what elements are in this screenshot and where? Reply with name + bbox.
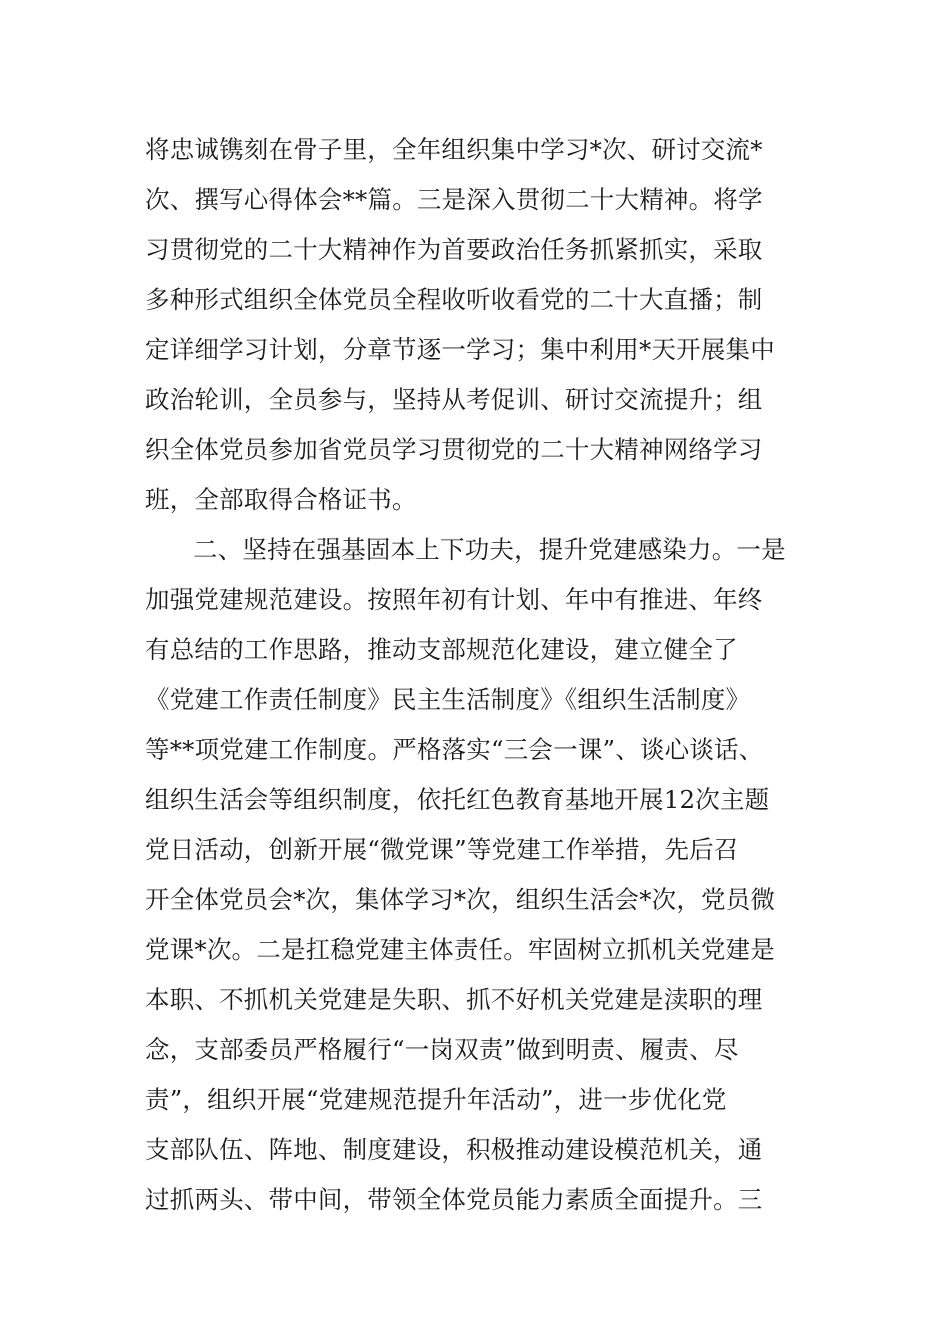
text-line: 定详细学习计划，分章节逐一学习；集中利用*天开展集中 [145, 335, 775, 364]
text-line: 多种形式组织全体党员全程收听收看党的二十大直播；制 [145, 285, 763, 314]
text-line: 本职、不抓机关党建是失职、抓不好机关党建是渎职的理 [145, 985, 763, 1014]
text-line: 有总结的工作思路，推动支部规范化建设，建立健全了 [145, 635, 738, 664]
text-line: 织全体党员参加省党员学习贯彻党的二十大精神网络学习 [145, 435, 763, 464]
text-line: 将忠诚镌刻在骨子里，全年组织集中学习*次、研讨交流* [145, 135, 763, 164]
text-line: 开全体党员会*次，集体学习*次，组织生活会*次，党员微 [145, 885, 776, 914]
text-line: 班，全部取得合格证书。 [145, 485, 417, 514]
text-line: 加强党建规范建设。按照年初有计划、年中有推进、年终 [145, 585, 763, 614]
text-line: 次、撰写心得体会**篇。三是深入贯彻二十大精神。将学 [145, 185, 763, 214]
text-line: 习贯彻党的二十大精神作为首要政治任务抓紧抓实，采取 [145, 235, 763, 264]
text-line: 过抓两头、带中间，带领全体党员能力素质全面提升。三 [145, 1185, 763, 1214]
paragraph-start-line: 二、坚持在强基固本上下功夫，提升党建感染力。一是 [193, 535, 786, 564]
text-line: 组织生活会等组织制度，依托红色教育基地开展12次主题 [145, 785, 770, 814]
text-line: 等**项党建工作制度。严格落实“三会一课”、谈心谈话、 [145, 735, 764, 764]
text-line: 党日活动，创新开展“微党课”等党建工作举措，先后召 [145, 835, 739, 864]
text-line: 支部队伍、阵地、制度建设，积极推动建设模范机关，通 [145, 1135, 763, 1164]
text-line: 念，支部委员严格履行“一岗双责”做到明责、履责、尽 [145, 1035, 739, 1064]
text-line: 政治轮训，全员参与，坚持从考促训、研讨交流提升；组 [145, 385, 763, 414]
text-line: 责”，组织开展“党建规范提升年活动”，进一步优化党 [145, 1085, 727, 1114]
text-line: 《党建工作责任制度》民主生活制度》《组织生活制度》 [145, 685, 751, 714]
text-line: 党课*次。二是扛稳党建主体责任。牢固树立抓机关党建是 [145, 935, 775, 964]
